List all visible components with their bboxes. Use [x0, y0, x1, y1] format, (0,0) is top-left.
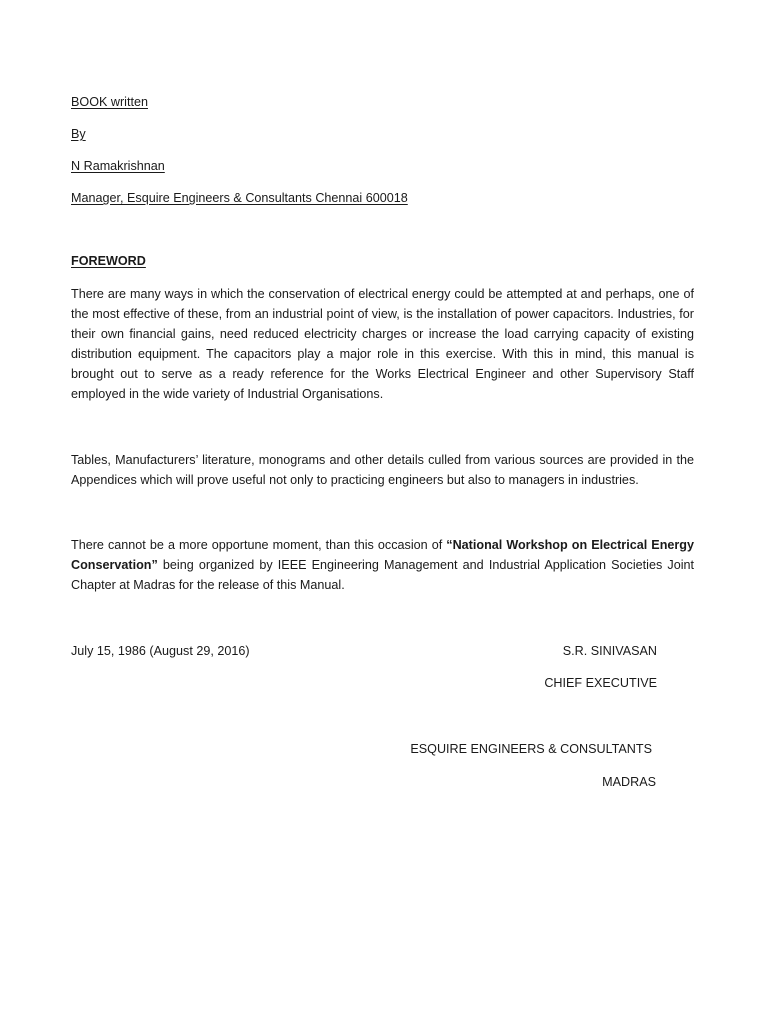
foreword-heading: FOREWORD [71, 254, 146, 268]
signatory-organization: ESQUIRE ENGINEERS & CONSULTANTS [410, 742, 652, 756]
paragraph-3-prefix: There cannot be a more opportune moment, than this occasion of [71, 538, 447, 552]
author-affiliation: Manager, Esquire Engineers & Consultants Chennai 600018 [71, 191, 408, 205]
foreword-paragraph-1: There are many ways in which the conservation of electrical energy could be attempted at and perhaps, one of the most effective of these, from an industrial point of view, is the installation of power capacitors. Industries, for their own financial gains, need reduced electricity charges or increase the load carrying capacity of existing distribution equipment. The capacitors play a major role in this exercise. With this in mind, this manual is brought out to serve as a ready reference for the Works Electrical Engineer and other Supervisory Staff employed in the wide variety of Industrial Organisations. [71, 287, 694, 401]
foreword-paragraph-3 [71, 535, 694, 595]
author-name: N Ramakrishnan [71, 159, 165, 173]
foreword-paragraph-2: Tables, Manufacturers’ literature, monograms and other details culled from various sources are provided in the Appendices which will prove useful not only to practicing engineers but also to managers in industries. [71, 453, 694, 487]
signatory-city: MADRAS [602, 775, 656, 789]
signatory-title: CHIEF EXECUTIVE [544, 676, 657, 690]
foreword-date: July 15, 1986 (August 29, 2016) [71, 644, 250, 658]
workshop-title: “National Workshop on Electrical Energy Conservation” [71, 538, 694, 572]
signatory-name: S.R. SINIVASAN [562, 644, 657, 658]
by-line: By [71, 127, 86, 141]
paragraph-3-suffix: being organized by IEEE Engineering Management and Industrial Application Societies Joint Chapter at Madras for the release of this Manual. [71, 558, 694, 592]
book-written-line: BOOK written [71, 95, 148, 109]
